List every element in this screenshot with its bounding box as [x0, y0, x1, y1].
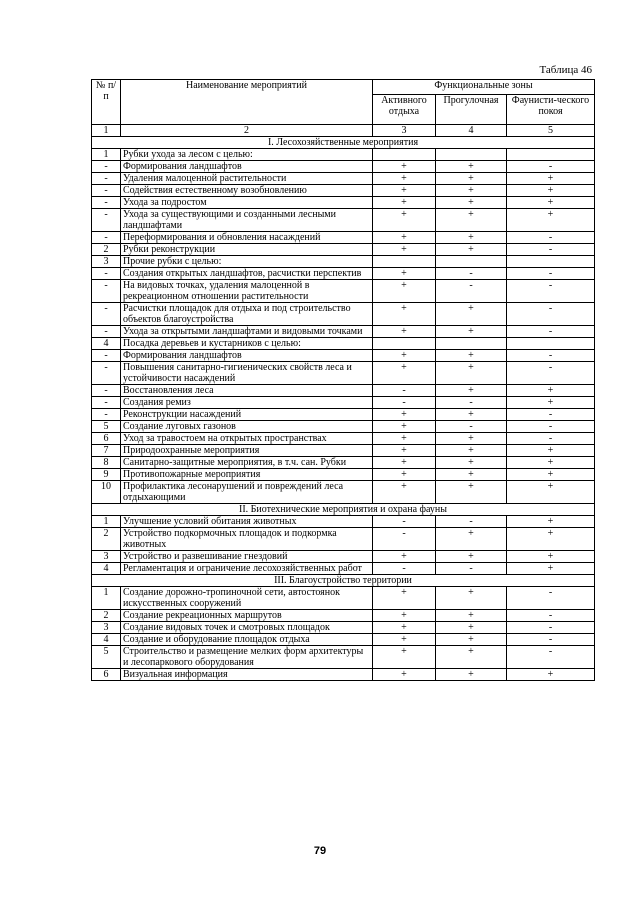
- row-number: -: [92, 280, 121, 303]
- mark-fauna: +: [507, 185, 595, 197]
- table-row: [92, 209, 595, 232]
- section-row: [92, 575, 595, 587]
- row-name: Визуальная информация: [121, 669, 373, 681]
- mark-walking: +: [436, 646, 507, 669]
- mark-walking: [436, 338, 507, 350]
- mark-active: +: [373, 161, 436, 173]
- mark-fauna: +: [507, 469, 595, 481]
- row-number: -: [92, 185, 121, 197]
- mark-active: [373, 338, 436, 350]
- row-number: -: [92, 197, 121, 209]
- row-name: Удаления малоценной растительности: [121, 173, 373, 185]
- mark-fauna: +: [507, 397, 595, 409]
- mark-walking: -: [436, 280, 507, 303]
- table-row: [92, 433, 595, 445]
- mark-fauna: +: [507, 528, 595, 551]
- row-name: Улучшение условий обитания животных: [121, 516, 373, 528]
- mark-active: +: [373, 445, 436, 457]
- header-name: Наименование мероприятий: [121, 80, 373, 125]
- mark-active: +: [373, 669, 436, 681]
- mark-active: +: [373, 610, 436, 622]
- table-body: [92, 137, 595, 681]
- mark-active: -: [373, 385, 436, 397]
- mark-fauna: +: [507, 481, 595, 504]
- row-name: На видовых точках, удаления малоценной в рекреационном отношении растительности: [121, 280, 373, 303]
- mark-fauna: +: [507, 173, 595, 185]
- table-row: [92, 338, 595, 350]
- row-name: Ухода за существующими и созданными лесными ландшафтами: [121, 209, 373, 232]
- row-number: 2: [92, 528, 121, 551]
- row-number: -: [92, 362, 121, 385]
- mark-active: +: [373, 469, 436, 481]
- mark-walking: +: [436, 445, 507, 457]
- mark-walking: +: [436, 528, 507, 551]
- row-number: -: [92, 409, 121, 421]
- mark-fauna: -: [507, 433, 595, 445]
- section-title: I. Лесохозяйственные мероприятия: [92, 137, 595, 149]
- mark-active: +: [373, 326, 436, 338]
- mark-active: +: [373, 409, 436, 421]
- mark-fauna: +: [507, 209, 595, 232]
- row-name: Посадка деревьев и кустарников с целью:: [121, 338, 373, 350]
- mark-walking: [436, 149, 507, 161]
- row-number: 5: [92, 421, 121, 433]
- mark-fauna: +: [507, 385, 595, 397]
- table-row: [92, 516, 595, 528]
- row-name: Рубки реконструкции: [121, 244, 373, 256]
- mark-active: +: [373, 197, 436, 209]
- table-row: [92, 385, 595, 397]
- row-name: Восстановления леса: [121, 385, 373, 397]
- mark-walking: +: [436, 326, 507, 338]
- mark-walking: -: [436, 268, 507, 280]
- table-row: [92, 528, 595, 551]
- row-number: 6: [92, 669, 121, 681]
- row-name: Формирования ландшафтов: [121, 350, 373, 362]
- mark-walking: -: [436, 563, 507, 575]
- colnum-1: 1: [92, 125, 121, 137]
- mark-fauna: +: [507, 445, 595, 457]
- table-row: [92, 173, 595, 185]
- mark-walking: +: [436, 350, 507, 362]
- mark-fauna: +: [507, 551, 595, 563]
- row-number: 2: [92, 244, 121, 256]
- mark-active: -: [373, 563, 436, 575]
- mark-walking: +: [436, 409, 507, 421]
- section-row: [92, 137, 595, 149]
- row-name: Ухода за открытыми ландшафтами и видовыми точками: [121, 326, 373, 338]
- mark-active: +: [373, 209, 436, 232]
- row-number: 3: [92, 551, 121, 563]
- row-number: 5: [92, 646, 121, 669]
- mark-fauna: -: [507, 303, 595, 326]
- row-name: Создание и оборудование площадок отдыха: [121, 634, 373, 646]
- row-name: Переформирования и обновления насаждений: [121, 232, 373, 244]
- mark-fauna: [507, 256, 595, 268]
- row-name: Санитарно-защитные мероприятия, в т.ч. сан. Рубки: [121, 457, 373, 469]
- activities-table: [91, 79, 595, 681]
- table-row: [92, 551, 595, 563]
- colnum-5: 5: [507, 125, 595, 137]
- table-row: [92, 397, 595, 409]
- mark-active: +: [373, 646, 436, 669]
- row-name: Создание рекреационных маршрутов: [121, 610, 373, 622]
- mark-active: +: [373, 634, 436, 646]
- mark-active: +: [373, 362, 436, 385]
- mark-active: +: [373, 551, 436, 563]
- header-num: № п/п: [92, 80, 121, 125]
- row-name: Рубки ухода за лесом с целью:: [121, 149, 373, 161]
- row-number: 9: [92, 469, 121, 481]
- row-name: Ухода за подростом: [121, 197, 373, 209]
- mark-fauna: -: [507, 161, 595, 173]
- mark-fauna: [507, 338, 595, 350]
- row-number: 6: [92, 433, 121, 445]
- row-name: Расчистки площадок для отдыха и под строительство объектов благоустройства: [121, 303, 373, 326]
- mark-fauna: -: [507, 280, 595, 303]
- row-number: 4: [92, 563, 121, 575]
- mark-active: +: [373, 587, 436, 610]
- mark-walking: +: [436, 173, 507, 185]
- mark-walking: +: [436, 457, 507, 469]
- row-name: Создания ремиз: [121, 397, 373, 409]
- mark-active: +: [373, 421, 436, 433]
- mark-walking: -: [436, 397, 507, 409]
- section-title: II. Биотехнические мероприятия и охрана фауны: [92, 504, 595, 516]
- mark-fauna: +: [507, 457, 595, 469]
- mark-walking: +: [436, 385, 507, 397]
- mark-active: -: [373, 528, 436, 551]
- mark-walking: +: [436, 551, 507, 563]
- table-row: [92, 622, 595, 634]
- table-row: [92, 587, 595, 610]
- header-zones: Функциональные зоны: [373, 80, 595, 95]
- mark-active: +: [373, 173, 436, 185]
- mark-walking: +: [436, 669, 507, 681]
- mark-walking: +: [436, 362, 507, 385]
- mark-walking: +: [436, 469, 507, 481]
- mark-walking: -: [436, 516, 507, 528]
- page-number: 79: [313, 845, 327, 857]
- table-row: [92, 326, 595, 338]
- row-number: -: [92, 303, 121, 326]
- table-row: [92, 256, 595, 268]
- table-caption: Таблица 46: [539, 64, 592, 76]
- mark-active: +: [373, 303, 436, 326]
- mark-fauna: [507, 149, 595, 161]
- mark-walking: +: [436, 481, 507, 504]
- mark-fauna: +: [507, 197, 595, 209]
- mark-fauna: +: [507, 516, 595, 528]
- table-row: [92, 409, 595, 421]
- row-number: -: [92, 268, 121, 280]
- mark-active: +: [373, 280, 436, 303]
- table-row: [92, 563, 595, 575]
- table-row: [92, 197, 595, 209]
- row-number: 3: [92, 622, 121, 634]
- mark-walking: +: [436, 197, 507, 209]
- row-name: Природоохранные мероприятия: [121, 445, 373, 457]
- mark-walking: +: [436, 634, 507, 646]
- row-number: 3: [92, 256, 121, 268]
- row-number: -: [92, 161, 121, 173]
- mark-fauna: -: [507, 350, 595, 362]
- row-name: Повышения санитарно-гигиенических свойств леса и устойчивости насаждений: [121, 362, 373, 385]
- row-number: -: [92, 350, 121, 362]
- mark-active: +: [373, 350, 436, 362]
- mark-fauna: -: [507, 268, 595, 280]
- mark-walking: +: [436, 161, 507, 173]
- table-row: [92, 445, 595, 457]
- row-name: Создания открытых ландшафтов, расчистки перспектив: [121, 268, 373, 280]
- row-number: 2: [92, 610, 121, 622]
- mark-walking: +: [436, 433, 507, 445]
- mark-fauna: -: [507, 421, 595, 433]
- table-row: [92, 469, 595, 481]
- row-name: Строительство и размещение мелких форм архитектуры и лесопаркового оборудования: [121, 646, 373, 669]
- mark-walking: -: [436, 421, 507, 433]
- mark-fauna: -: [507, 409, 595, 421]
- table-row: [92, 303, 595, 326]
- row-number: 10: [92, 481, 121, 504]
- mark-active: +: [373, 622, 436, 634]
- table-row: [92, 669, 595, 681]
- mark-active: [373, 149, 436, 161]
- colnum-4: 4: [436, 125, 507, 137]
- row-name: Реконструкции насаждений: [121, 409, 373, 421]
- mark-walking: +: [436, 232, 507, 244]
- mark-walking: +: [436, 185, 507, 197]
- row-name: Формирования ландшафтов: [121, 161, 373, 173]
- table-row: [92, 634, 595, 646]
- table-row: [92, 232, 595, 244]
- mark-active: +: [373, 268, 436, 280]
- row-name: Создание видовых точек и смотровых площадок: [121, 622, 373, 634]
- row-number: 1: [92, 587, 121, 610]
- row-name: Создание дорожно-тропиночной сети, автостоянок искусственных сооружений: [121, 587, 373, 610]
- mark-walking: +: [436, 610, 507, 622]
- mark-fauna: -: [507, 362, 595, 385]
- row-number: 1: [92, 149, 121, 161]
- mark-walking: +: [436, 244, 507, 256]
- table-row: [92, 244, 595, 256]
- header-zone-walking: Прогулочная: [436, 95, 507, 125]
- mark-fauna: -: [507, 622, 595, 634]
- row-name: Противопожарные мероприятия: [121, 469, 373, 481]
- mark-fauna: -: [507, 232, 595, 244]
- row-number: -: [92, 173, 121, 185]
- header-row-1: [92, 80, 595, 95]
- row-number: 8: [92, 457, 121, 469]
- mark-walking: +: [436, 622, 507, 634]
- mark-active: +: [373, 457, 436, 469]
- table-row: [92, 280, 595, 303]
- mark-fauna: -: [507, 244, 595, 256]
- mark-fauna: -: [507, 587, 595, 610]
- table-row: [92, 185, 595, 197]
- mark-walking: +: [436, 303, 507, 326]
- mark-active: -: [373, 516, 436, 528]
- mark-fauna: -: [507, 610, 595, 622]
- table-row: [92, 268, 595, 280]
- mark-walking: +: [436, 209, 507, 232]
- row-name: Профилактика лесонарушений и повреждений леса отдыхающими: [121, 481, 373, 504]
- row-number: 7: [92, 445, 121, 457]
- row-name: Уход за травостоем на открытых пространствах: [121, 433, 373, 445]
- row-name: Устройство подкормочных площадок и подкормка животных: [121, 528, 373, 551]
- table-row: [92, 481, 595, 504]
- row-name: Прочие рубки с целью:: [121, 256, 373, 268]
- table-row: [92, 457, 595, 469]
- row-number: 4: [92, 338, 121, 350]
- header-zone-active: Активного отдыха: [373, 95, 436, 125]
- mark-active: [373, 256, 436, 268]
- table-row: [92, 161, 595, 173]
- row-name: Содействия естественному возобновлению: [121, 185, 373, 197]
- row-name: Устройство и развешивание гнездовий: [121, 551, 373, 563]
- table-row: [92, 421, 595, 433]
- row-number: 4: [92, 634, 121, 646]
- mark-fauna: -: [507, 634, 595, 646]
- row-number: -: [92, 385, 121, 397]
- row-name: Регламентация и ограничение лесохозяйственных работ: [121, 563, 373, 575]
- colnum-2: 2: [121, 125, 373, 137]
- table-row: [92, 350, 595, 362]
- colnum-3: 3: [373, 125, 436, 137]
- table-row: [92, 149, 595, 161]
- mark-active: +: [373, 244, 436, 256]
- section-row: [92, 504, 595, 516]
- table-row: [92, 362, 595, 385]
- table-row: [92, 610, 595, 622]
- mark-fauna: +: [507, 563, 595, 575]
- mark-active: +: [373, 481, 436, 504]
- mark-walking: [436, 256, 507, 268]
- mark-active: +: [373, 185, 436, 197]
- row-number: -: [92, 232, 121, 244]
- table-row: [92, 646, 595, 669]
- row-number: -: [92, 326, 121, 338]
- mark-active: +: [373, 433, 436, 445]
- mark-fauna: -: [507, 326, 595, 338]
- row-name: Создание луговых газонов: [121, 421, 373, 433]
- mark-walking: +: [436, 587, 507, 610]
- header-zone-fauna: Фаунисти-ческого покоя: [507, 95, 595, 125]
- mark-fauna: +: [507, 669, 595, 681]
- mark-active: +: [373, 232, 436, 244]
- mark-fauna: -: [507, 646, 595, 669]
- row-number: 1: [92, 516, 121, 528]
- mark-active: -: [373, 397, 436, 409]
- row-number: -: [92, 397, 121, 409]
- row-number: -: [92, 209, 121, 232]
- column-number-row: [92, 125, 595, 137]
- section-title: III. Благоустройство территории: [92, 575, 595, 587]
